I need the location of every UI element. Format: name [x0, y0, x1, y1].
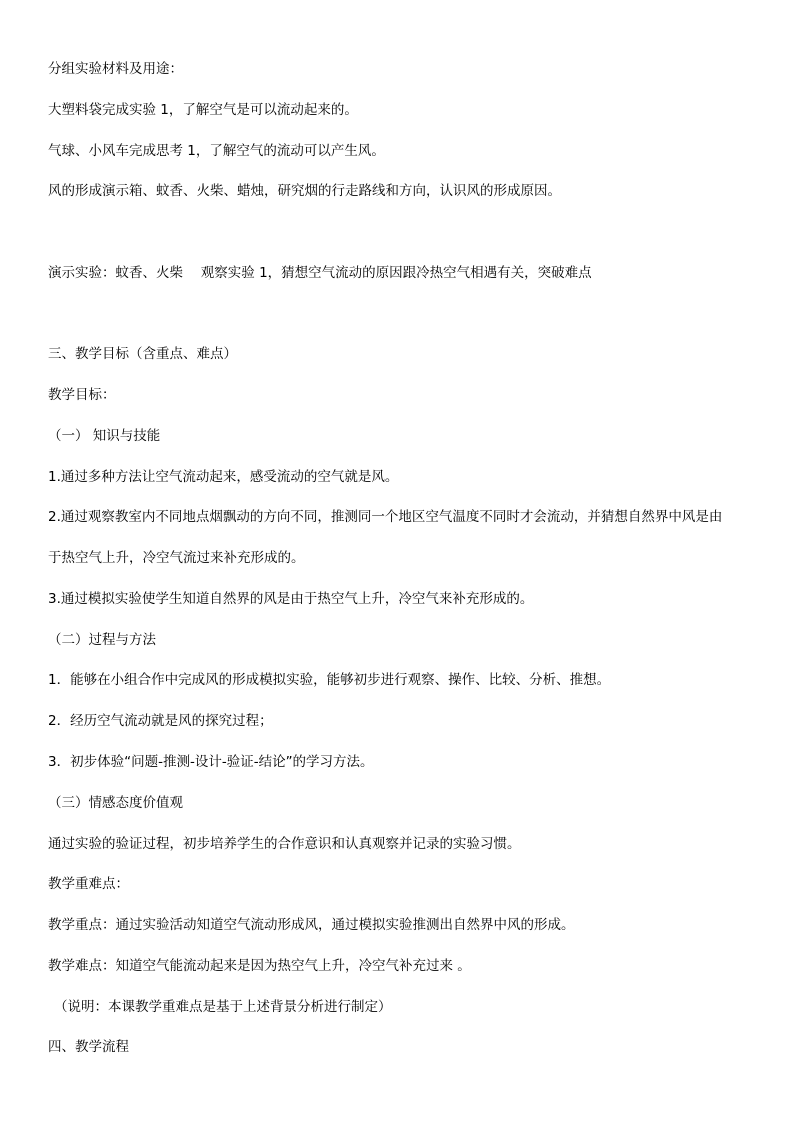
method-item-2: 2．经历空气流动就是风的探究过程； — [48, 713, 273, 729]
paragraph-plastic-bag: 大塑料袋完成实验 1，了解空气是可以流动起来的。 — [48, 102, 358, 118]
paragraph-key-point: 教学重点：通过实验活动知道空气流动形成风，通过模拟实验推测出自然界中风的形成。 — [48, 917, 575, 933]
paragraph-balloon-windmill: 气球、小风车完成思考 1，了解空气的流动可以产生风。 — [48, 143, 385, 159]
heading-knowledge-skills: （一） 知识与技能 — [48, 428, 161, 444]
heading-key-difficult-points: 教学重难点： — [48, 876, 129, 892]
heading-section-four: 四、教学流程 — [48, 1039, 129, 1055]
paragraph-note: （说明：本课教学重难点是基于上述背景分析进行制定） — [54, 999, 392, 1015]
method-item-3: 3．初步体验“问题-推测-设计-验证-结论”的学习方法。 — [48, 754, 374, 770]
method-item-1: 1．能够在小组合作中完成风的形成模拟实验，能够初步进行观察、操作、比较、分析、推想。 — [48, 672, 611, 688]
goal-item-1: 1.通过多种方法让空气流动起来，感受流动的空气就是风。 — [48, 469, 399, 485]
heading-group-materials: 分组实验材料及用途： — [48, 61, 183, 77]
heading-emotion-values: （三）情感态度价值观 — [48, 795, 183, 811]
paragraph-difficult-point: 教学难点：知道空气能流动起来是因为热空气上升，冷空气补充过来 。 — [48, 958, 471, 974]
paragraph-demo-experiment: 演示实验：蚊香、火柴 观察实验 1，猜想空气流动的原因跟冷热空气相遇有关，突破难点 — [48, 265, 592, 281]
heading-teaching-goals: 教学目标： — [48, 387, 116, 403]
heading-process-method: （二）过程与方法 — [48, 632, 156, 648]
paragraph-emotion-values: 通过实验的验证过程，初步培养学生的合作意识和认真观察并记录的实验习惯。 — [48, 836, 521, 852]
heading-section-three: 三、教学目标（含重点、难点） — [48, 346, 237, 362]
goal-item-2: 2.通过观察教室内不同地点烟飘动的方向不同，推测同一个地区空气温度不同时才会流动，并猜想自然界中风是由 — [48, 509, 723, 525]
goal-item-3: 3.通过模拟实验使学生知道自然界的风是由于热空气上升，冷空气来补充形成的。 — [48, 591, 534, 607]
paragraph-demo-box: 风的形成演示箱、蚊香、火柴、蜡烛，研究烟的行走路线和方向，认识风的形成原因。 — [48, 183, 561, 199]
goal-item-2-continued: 于热空气上升，冷空气流过来补充形成的。 — [48, 550, 305, 566]
